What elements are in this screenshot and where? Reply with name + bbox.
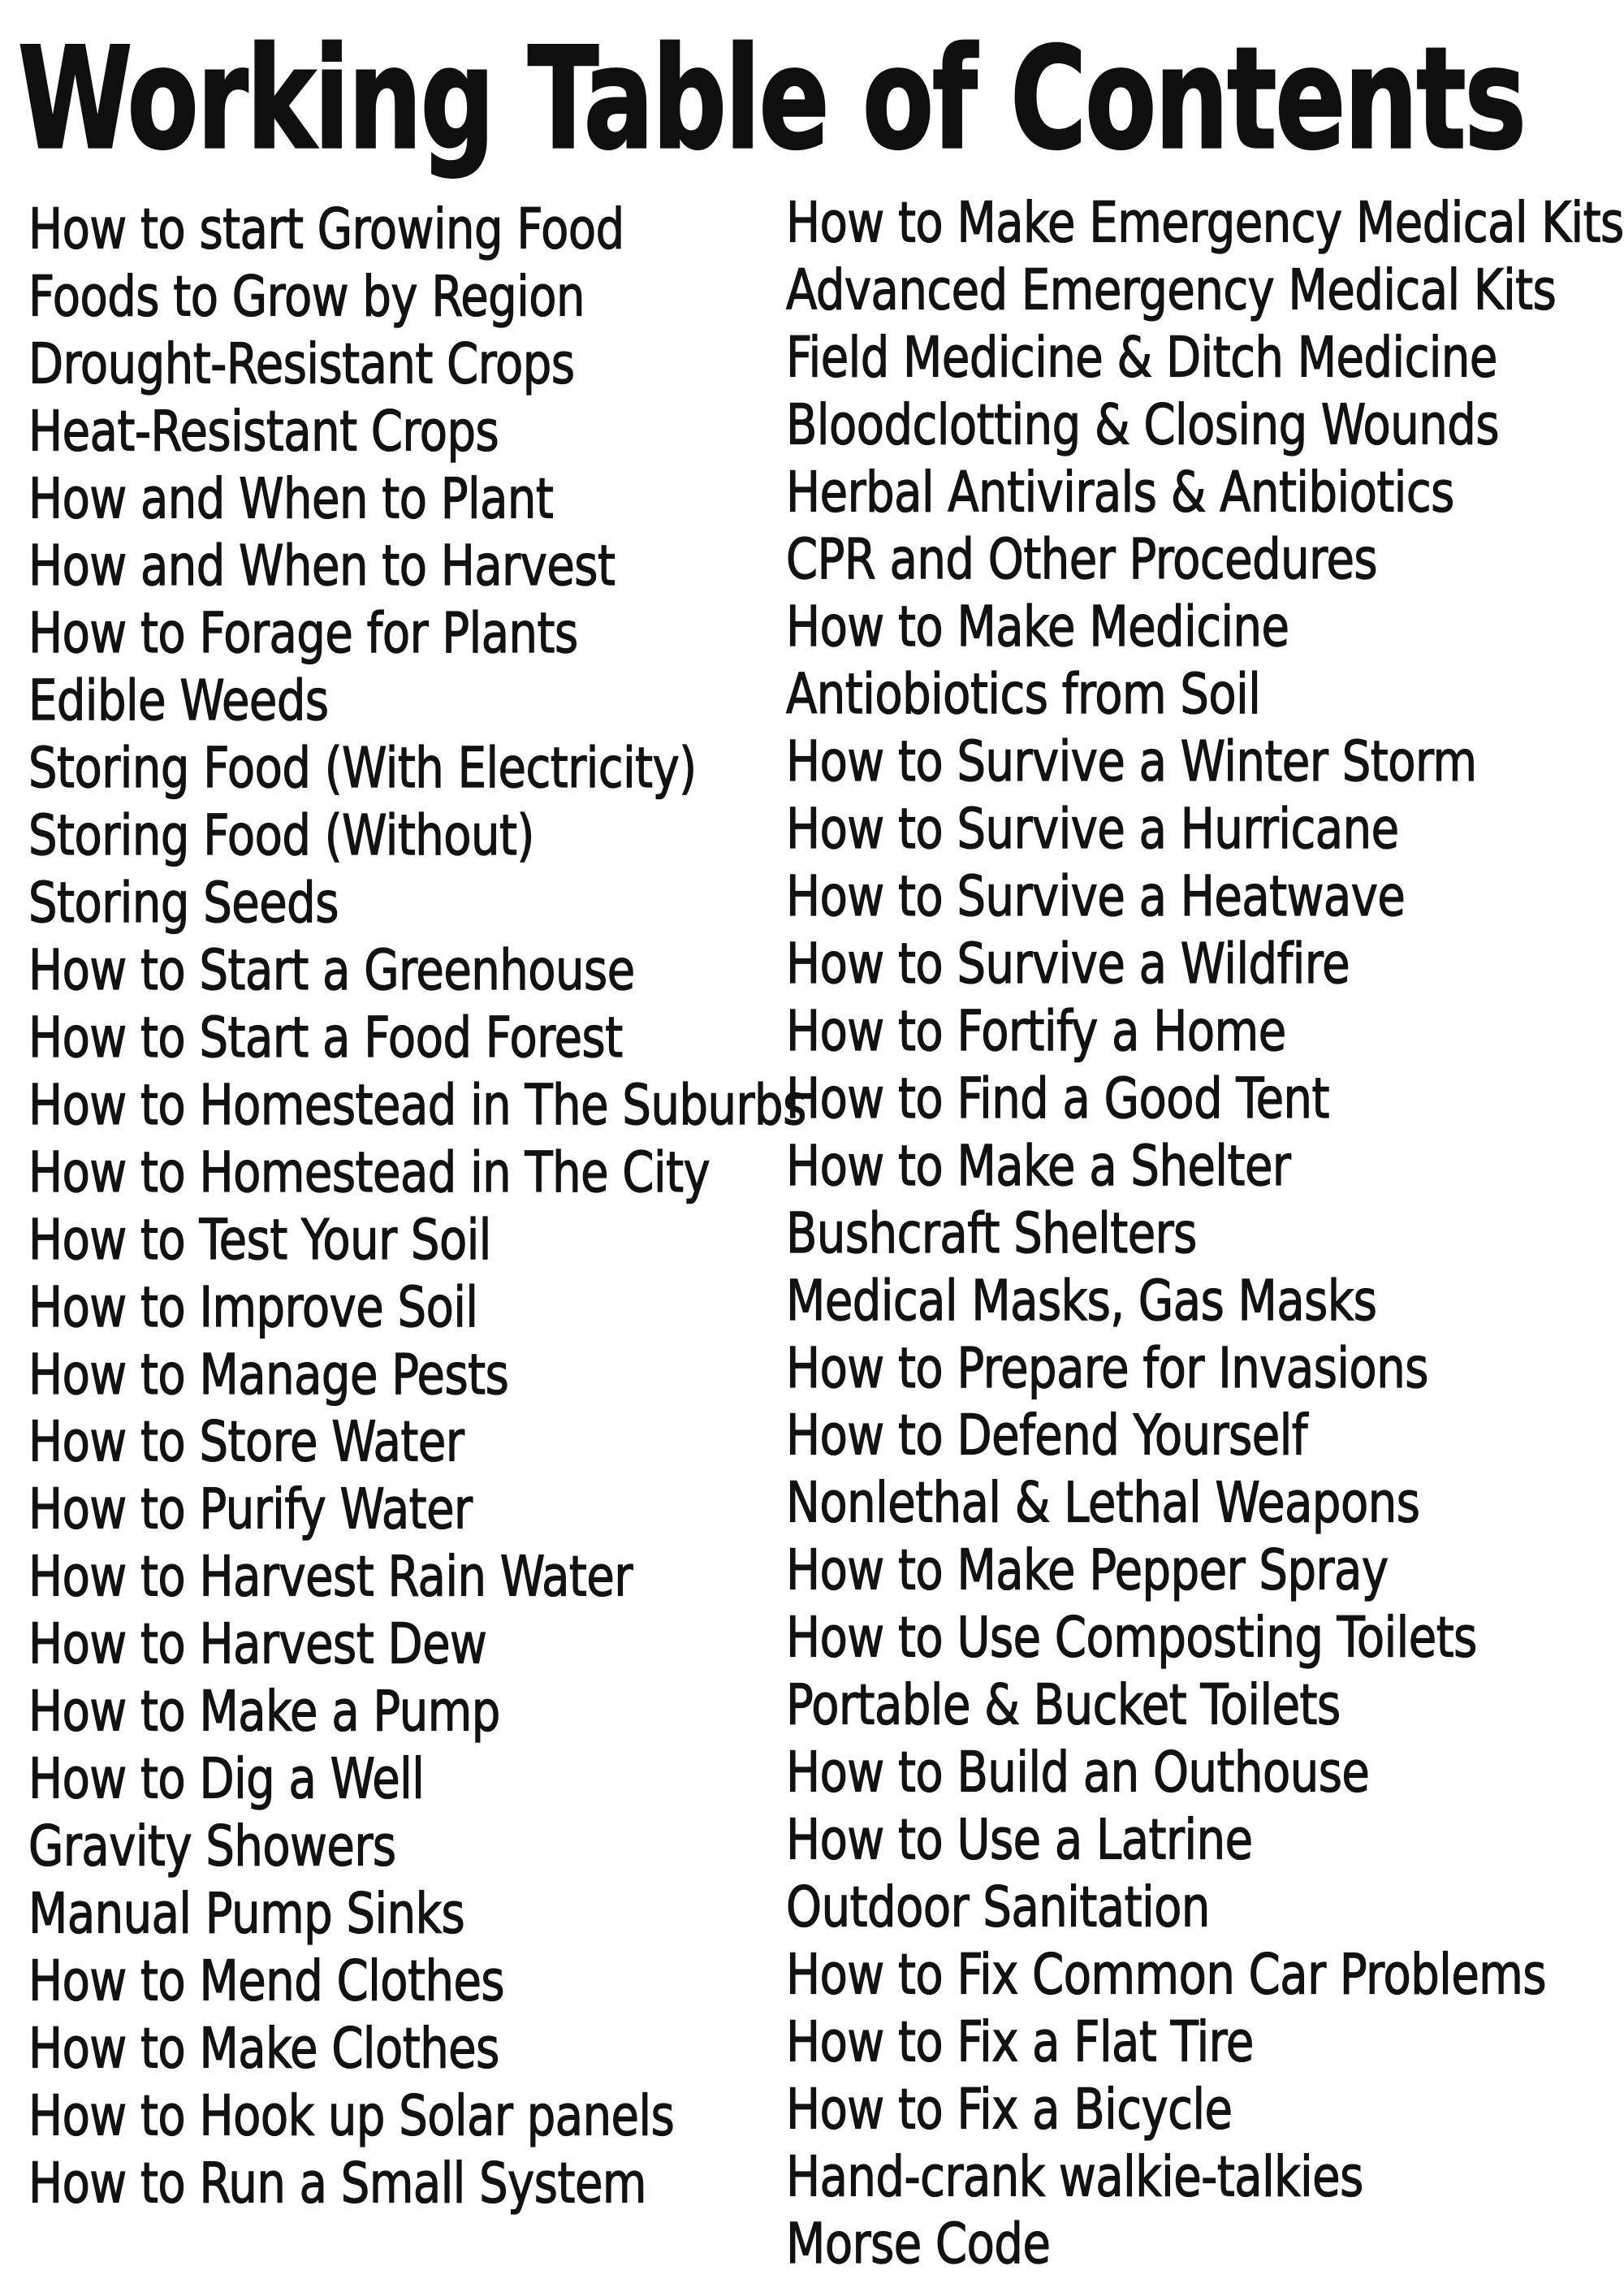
toc-item: How to Make Pepper Spray [786, 1538, 1389, 1603]
toc-item: Bloodclotting & Closing Wounds [786, 393, 1499, 458]
toc-item: Morse Code [786, 2212, 1051, 2277]
toc-item: How to Survive a Wildfire [786, 932, 1350, 997]
toc-item: CPR and Other Procedures [786, 528, 1378, 593]
toc-item: Advanced Emergency Medical Kits [786, 258, 1557, 323]
toc-column-right [786, 190, 1624, 2279]
toc-item: Drought-Resistant Crops [28, 332, 575, 397]
toc-item: How to Start a Food Forest [28, 1005, 623, 1071]
toc-item: How to Use a Latrine [786, 1808, 1253, 1873]
toc-item: How to Fix a Bicycle [786, 2078, 1233, 2143]
toc-item: How to Dig a Well [28, 1747, 425, 1812]
toc-item: How to Fix a Flat Tire [786, 2010, 1254, 2075]
toc-item: How to Store Water [28, 1410, 464, 1475]
toc-item: Storing Food (With Electricity) [28, 736, 697, 802]
toc-item: How to Start a Greenhouse [28, 938, 635, 1004]
toc-item: How to Purify Water [28, 1477, 473, 1542]
toc-item: How to Run a Small System [28, 2151, 646, 2216]
toc-item: How to Fix Common Car Problems [786, 1943, 1547, 2008]
toc-item: Heat-Resistant Crops [28, 400, 499, 465]
toc-column-left [28, 197, 806, 2218]
toc-item: How and When to Harvest [28, 534, 615, 599]
toc-item: How to Hook up Solar panels [28, 2084, 675, 2149]
toc-item: How to Survive a Winter Storm [786, 729, 1477, 795]
toc-item: How to Manage Pests [28, 1343, 509, 1408]
toc-item: Outdoor Sanitation [786, 1875, 1210, 1940]
toc-item: How to Survive a Hurricane [786, 797, 1399, 863]
toc-item: How to Improve Soil [28, 1275, 478, 1340]
toc-item: How to Make a Pump [28, 1680, 500, 1745]
toc-item: Nonlethal & Lethal Weapons [786, 1471, 1420, 1536]
toc-item: How to Use Composting Toilets [786, 1606, 1477, 1671]
toc-item: How to Find a Good Tent [786, 1066, 1330, 1131]
toc-item: How to Test Your Soil [28, 1208, 491, 1273]
toc-item: How to Homestead in The City [28, 1140, 710, 1205]
toc-item: Portable & Bucket Toilets [786, 1673, 1341, 1738]
toc-item: How to Harvest Rain Water [28, 1545, 633, 1610]
toc-item: Antiobiotics from Soil [786, 662, 1261, 728]
toc-item: How to Forage for Plants [28, 601, 578, 667]
toc-item: How to Mend Clothes [28, 1949, 505, 2014]
toc-item: How to Make Medicine [786, 595, 1289, 660]
toc-item: How to Defend Yourself [786, 1403, 1308, 1468]
toc-item: How to Fortify a Home [786, 999, 1286, 1065]
toc-item: Medical Masks, Gas Masks [786, 1269, 1377, 1334]
toc-item: How to Make Emergency Medical Kits [786, 191, 1624, 256]
toc-item: How and When to Plant [28, 467, 554, 532]
page-title: Working Table of Contents [18, 18, 1525, 182]
toc-item: Edible Weeds [28, 668, 329, 734]
toc-item: How to Build an Outhouse [786, 1741, 1370, 1805]
toc-item: Storing Seeds [28, 871, 339, 936]
toc-item: How to Survive a Heatwave [786, 864, 1406, 930]
toc-item: Gravity Showers [28, 1814, 396, 1879]
toc-item: How to Make a Shelter [786, 1134, 1291, 1199]
toc-item: Manual Pump Sinks [28, 1882, 465, 1947]
toc-item: Field Medicine & Ditch Medicine [786, 326, 1497, 391]
toc-item: How to Homestead in The Suburbs [28, 1073, 806, 1138]
toc-item: Hand-crank walkie-talkies [786, 2145, 1363, 2210]
toc-item: How to Prepare for Invasions [786, 1336, 1428, 1401]
toc-item: Herbal Antivirals & Antibiotics [786, 461, 1454, 525]
toc-item: Storing Food (Without) [28, 803, 534, 869]
toc-item: Bushcraft Shelters [786, 1201, 1197, 1266]
toc-item: How to Harvest Dew [28, 1612, 487, 1677]
toc-item: How to start Growing Food [28, 197, 624, 262]
toc-item: How to Make Clothes [28, 2017, 499, 2082]
toc-item: Foods to Grow by Region [28, 265, 585, 330]
